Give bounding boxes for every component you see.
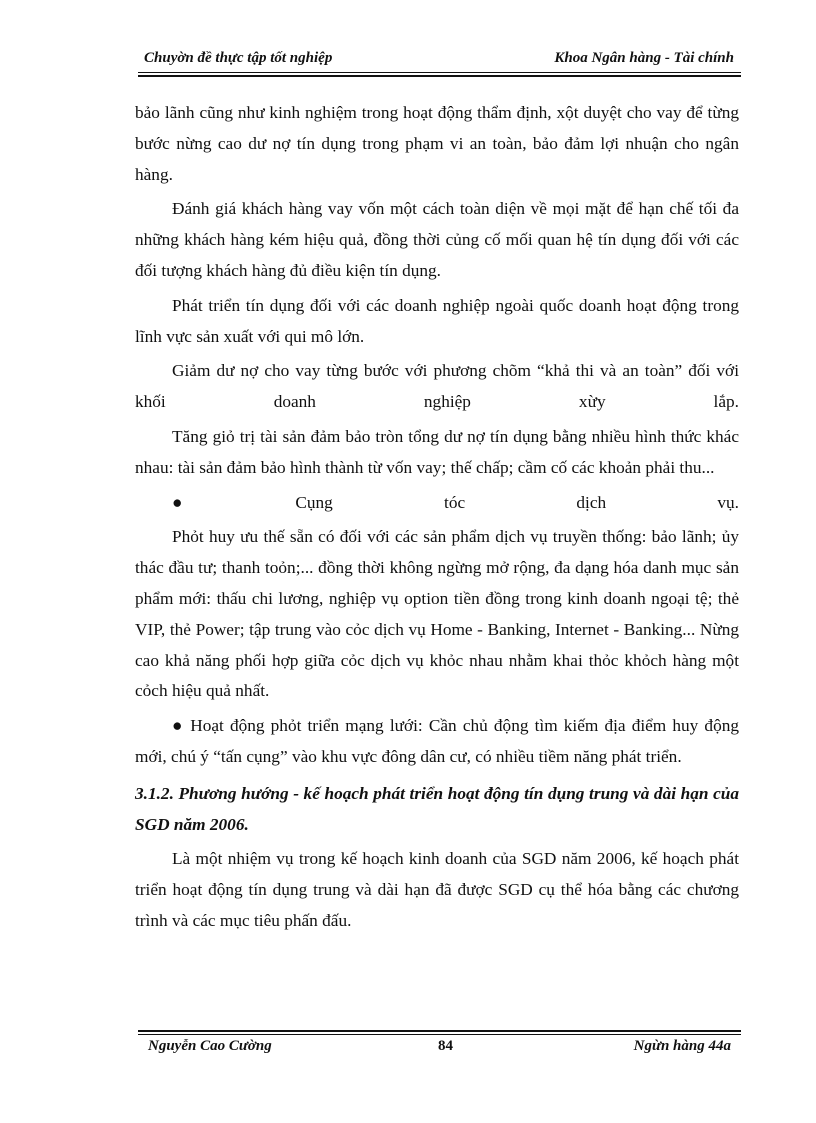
paragraph-4: Giảm dư nợ cho vay từng bước với phương chõm “khả thi và an toàn” đối với khối doanh nghiệp xừy lắp. — [135, 361, 739, 412]
page-number: 84 — [438, 1038, 453, 1054]
footer-class: Ngừn hàng 44a — [633, 1038, 731, 1054]
bullet-icon: ● — [172, 716, 185, 736]
paragraph-6: Phỏt huy ưu thế sẵn có đối với các sản phẩm dịch vụ truyền thống: bảo lãnh; ủy thác đầu tư; thanh toỏn;... đồng thời không ngừng mở rộng, đa dạng hóa danh mục sản phẩm mới: thấu chi lương, nghiệp vụ option tiền đồng trong kinh doanh ngoại tệ; thẻ VIP, thẻ Power; tập trung vào cỏc dịch vụ Home - Banking, Internet - Banking... Nừng cao khả năng phối hợp giữa cỏc dịch vụ khỏc nhau nhằm khai thỏc khỏch hàng một cỏch hiệu quả nhất. — [135, 527, 739, 701]
header-rule-thick — [138, 75, 741, 77]
paragraph-2: Đánh giá khách hàng vay vốn một cách toàn diện về mọi mặt để hạn chế tối đa những khách hàng kém hiệu quả, đồng thời củng cố mối quan hệ tín dụng đối với các đối tượng khách hàng đủ điều kiện tín dụng. — [135, 199, 739, 280]
footer-rule-thick — [138, 1030, 741, 1032]
paragraph-1: bảo lãnh cũng như kinh nghiệm trong hoạt động thẩm định, xột duyệt cho vay để từng bước nừng cao dư nợ tín dụng trong phạm vi an toàn, bảo đảm lợi nhuận cho ngân hàng. — [135, 103, 739, 184]
section-heading: 3.1.2. Phương hướng - kế hoạch phát triển hoạt động tín dụng trung và dài hạn của SGD năm 2006. — [135, 783, 739, 834]
bullet-services — [135, 488, 739, 519]
header-left-title: Chuyờn đề thực tập tốt nghiệp — [144, 50, 333, 66]
header-right-title: Khoa Ngân hàng - Tài chính — [554, 50, 734, 66]
footer-author: Nguyễn Cao Cường — [148, 1038, 272, 1054]
footer-rule-thin — [138, 1034, 741, 1035]
paragraph-5: Tăng giỏ trị tài sản đảm bảo tròn tổng dư nợ tín dụng bằng nhiều hình thức khác nhau: tài sản đảm bảo hình thành từ vốn vay; thế chấp; cầm cố các khoản phải thu... — [135, 426, 739, 477]
bullet-services-title: Cụng tóc dịch vụ. — [295, 492, 739, 512]
page-footer — [138, 1038, 741, 1062]
paragraph-7: Là một nhiệm vụ trong kế hoạch kinh doanh của SGD năm 2006, kế hoạch phát triển hoạt động tín dụng trung và dài hạn đã được SGD cụ thể hóa bằng các chương trình và các mục tiêu phấn đấu. — [135, 849, 739, 930]
bullet-network-text: Hoạt động phỏt triển mạng lưới: Cần chủ động tìm kiếm địa điểm huy động mới, chú ý “tấn cụng” vào khu vực đông dân cư, có nhiều tiềm năng phát triển. — [135, 716, 739, 766]
body-text — [135, 98, 739, 941]
bullet-icon: ● — [172, 492, 290, 512]
page-header — [138, 48, 738, 72]
header-rule-thin — [138, 72, 741, 73]
paragraph-3: Phát triển tín dụng đối với các doanh nghiệp ngoài quốc doanh hoạt động trong lĩnh vực sản xuất với qui mô lớn. — [135, 295, 739, 346]
bullet-network — [135, 711, 739, 773]
